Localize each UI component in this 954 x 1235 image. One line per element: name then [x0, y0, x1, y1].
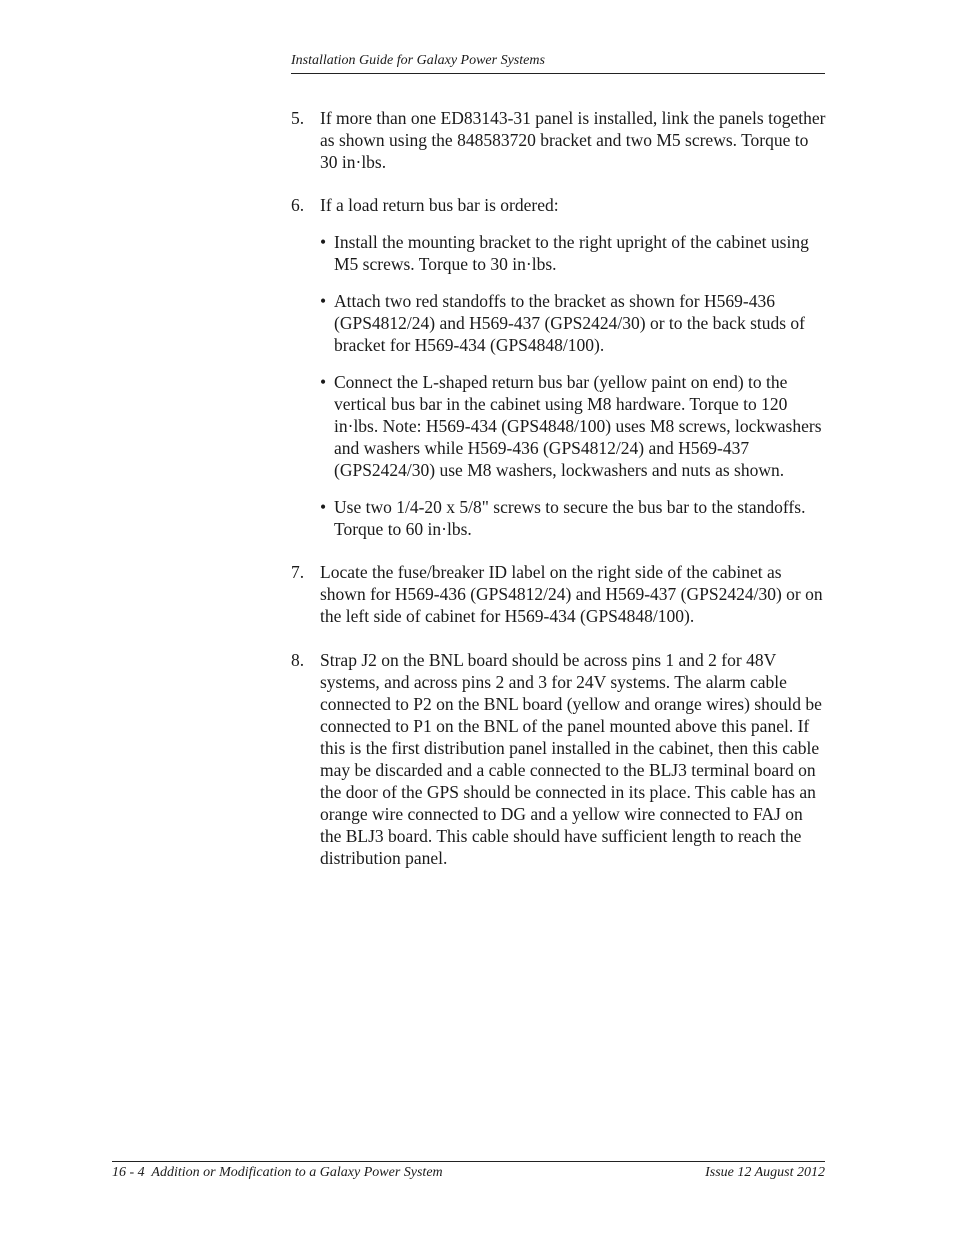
bullet-text: Install the mounting bracket to the right upright of the cabinet using M5 screws. Torque to 30 in·lbs. [334, 232, 809, 274]
bullet-icon: • [320, 291, 327, 311]
bullet-item [291, 231, 827, 275]
bullet-item [291, 290, 827, 356]
step-8 [291, 649, 827, 869]
footer-right: Issue 12 August 2012 [705, 1165, 825, 1180]
step-number: 6. [291, 195, 305, 215]
step-7 [291, 561, 827, 627]
bullet-text: Connect the L-shaped return bus bar (yellow paint on end) to the vertical bus bar in the cabinet using M8 hardware. Torque to 120 in·lbs. Note: H569-434 (GPS4848/100) uses M8 screws, lockwashers and washers while H569-436 (GPS4812/24) and H569-437 (GPS2424/30) use M8 washers, lockwashers and nuts as shown. [334, 372, 822, 480]
page-footer [112, 1161, 825, 1182]
step-6 [291, 194, 827, 216]
instruction-list [291, 107, 827, 869]
step-number: 7. [291, 562, 305, 582]
footer-left: 16 - 4 Addition or Modification to a Galaxy Power System [112, 1165, 443, 1180]
bullet-item [291, 496, 827, 540]
page-header [291, 52, 825, 74]
bullet-icon: • [320, 372, 327, 392]
step-text: Locate the fuse/breaker ID label on the right side of the cabinet as shown for H569-436 (GPS4812/24) and H569-437 (GPS2424/30) or on the left side of cabinet for H569-434 (GPS4848/100). [320, 562, 823, 626]
step-6-bullets [291, 231, 827, 540]
step-text: Strap J2 on the BNL board should be across pins 1 and 2 for 48V systems, and across pins 2 and 3 for 24V systems. The alarm cable connected to P2 on the BNL board (yellow and orange wires) should be connected to P1 on the BNL of the panel mounted above this panel. If this is the first distribution panel installed in the cabinet, then this cable may be discarded and a cable connected to the BLJ3 terminal board on the door of the GPS should be connected in its place. This cable has an orange wire connected to DG and a yellow wire connected to FAJ on the BLJ3 board. This cable should have sufficient length to reach the distribution panel. [320, 650, 822, 868]
bullet-icon: • [320, 232, 327, 252]
header-title: Installation Guide for Galaxy Power Systems [291, 53, 545, 68]
step-text: If a load return bus bar is ordered: [320, 195, 559, 215]
step-number: 8. [291, 650, 305, 670]
bullet-icon: • [320, 497, 327, 517]
bullet-text: Use two 1/4-20 x 5/8" screws to secure the bus bar to the standoffs. Torque to 60 in·lbs. [334, 497, 806, 539]
step-text: If more than one ED83143-31 panel is installed, link the panels together as shown using the 848583720 bracket and two M5 screws. Torque to 30 in·lbs. [320, 108, 826, 172]
step-5 [291, 107, 827, 173]
bullet-text: Attach two red standoffs to the bracket as shown for H569-436 (GPS4812/24) and H569-437 (GPS2424/30) or to the back studs of bracket for H569-434 (GPS4848/100). [334, 291, 806, 355]
bullet-item [291, 371, 827, 481]
step-number: 5. [291, 108, 305, 128]
